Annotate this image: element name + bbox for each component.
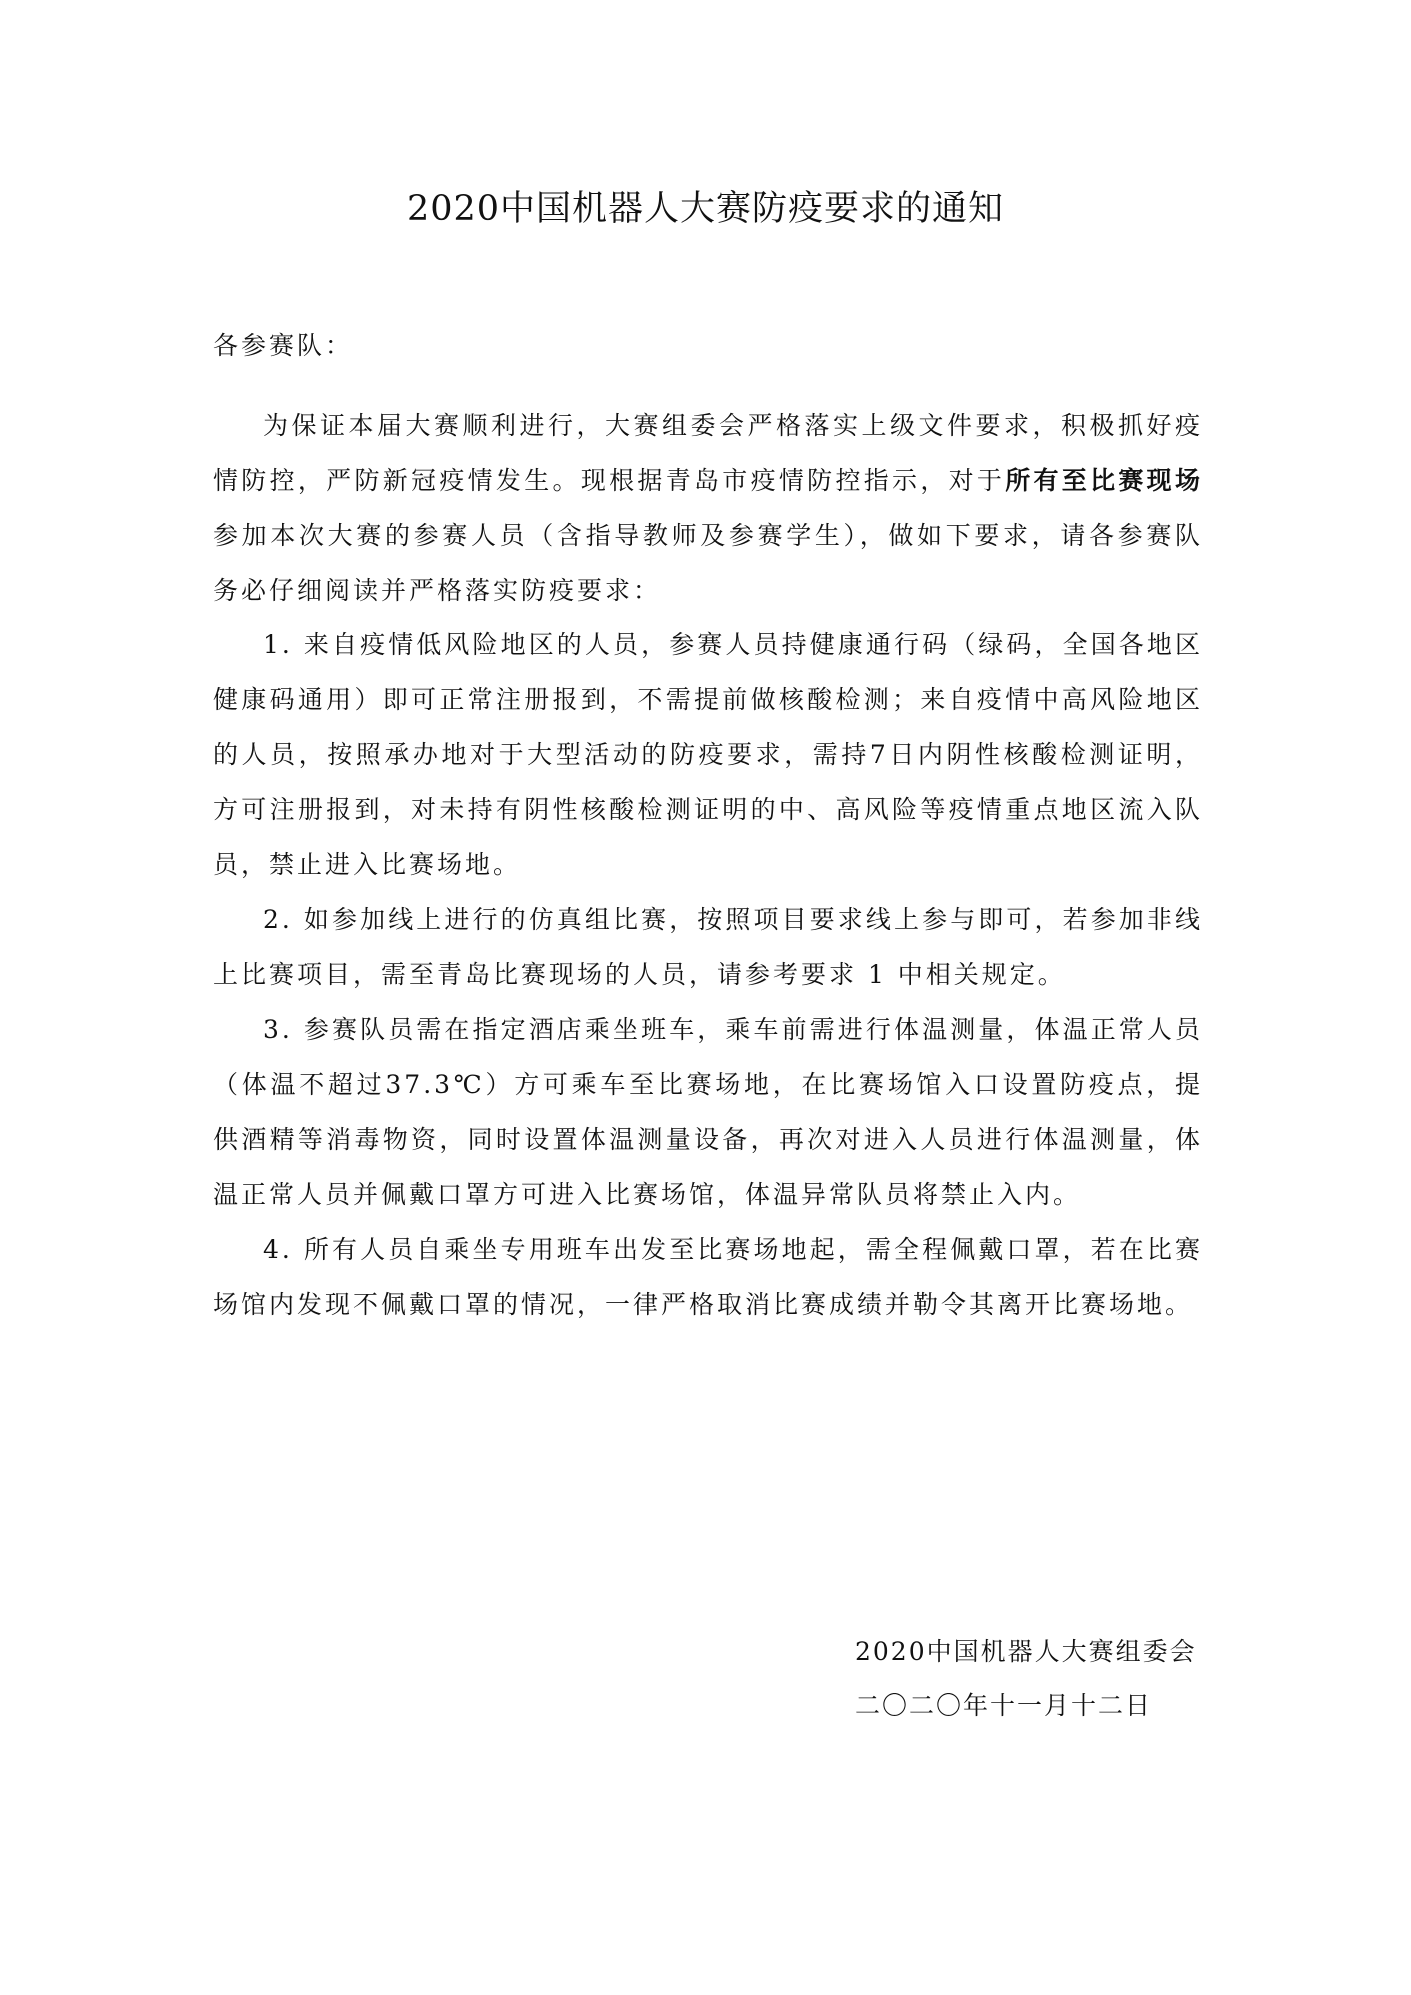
salutation: 各参赛队： xyxy=(213,331,354,360)
requirement-item-4: 4. 所有人员自乘坐专用班车出发至比赛场地起，需全程佩戴口罩，若在比赛场馆内发现不佩戴口罩的情况，一律严格取消比赛成绩并勒令其离开比赛场地。 xyxy=(213,1235,1203,1319)
intro-part-2: 参加本次大赛的参赛人员（含指导教师及参赛学生），做如下要求，请各参赛队务必仔细阅读并严格落实防疫要求： xyxy=(213,521,1203,605)
requirement-item-2: 2. 如参加线上进行的仿真组比赛，按照项目要求线上参与即可，若参加非线上比赛项目，需至青岛比赛现场的人员，请参考要求 1 中相关规定。 xyxy=(213,905,1203,989)
intro-part-1: 为保证本届大赛顺利进行，大赛组委会严格落实上级文件要求，积极抓好疫情防控，严防新冠疫情发生。现根据青岛市疫情防控指示，对于 xyxy=(213,411,1203,495)
requirement-list xyxy=(213,617,1203,1332)
document-title: 2020中国机器人大赛防疫要求的通知 xyxy=(406,189,1005,229)
intro-text xyxy=(213,398,1203,618)
signature-org: 2020中国机器人大赛组委会 xyxy=(855,1637,1197,1666)
signature-date: 二〇二〇年十一月十二日 xyxy=(855,1691,1153,1720)
intro-bold: 所有至比赛现场 xyxy=(1005,466,1203,495)
requirement-item-3: 3. 参赛队员需在指定酒店乘坐班车，乘车前需进行体温测量，体温正常人员（体温不超过37.3℃）方可乘车至比赛场地，在比赛场馆入口设置防疫点，提供酒精等消毒物资，同时设置体温测量设备，再次对进入人员进行体温测量，体温正常人员并佩戴口罩方可进入比赛场馆，体温异常队员将禁止入内。 xyxy=(213,1015,1203,1209)
intro-paragraph xyxy=(213,398,1203,618)
signature-block xyxy=(855,1625,1197,1733)
requirement-item-1: 1. 来自疫情低风险地区的人员，参赛人员持健康通行码（绿码，全国各地区健康码通用）即可正常注册报到，不需提前做核酸检测；来自疫情中高风险地区的人员，按照承办地对于大型活动的防疫要求，需持7日内阴性核酸检测证明，方可注册报到，对未持有阴性核酸检测证明的中、高风险等疫情重点地区流入队员，禁止进入比赛场地。 xyxy=(213,630,1203,879)
